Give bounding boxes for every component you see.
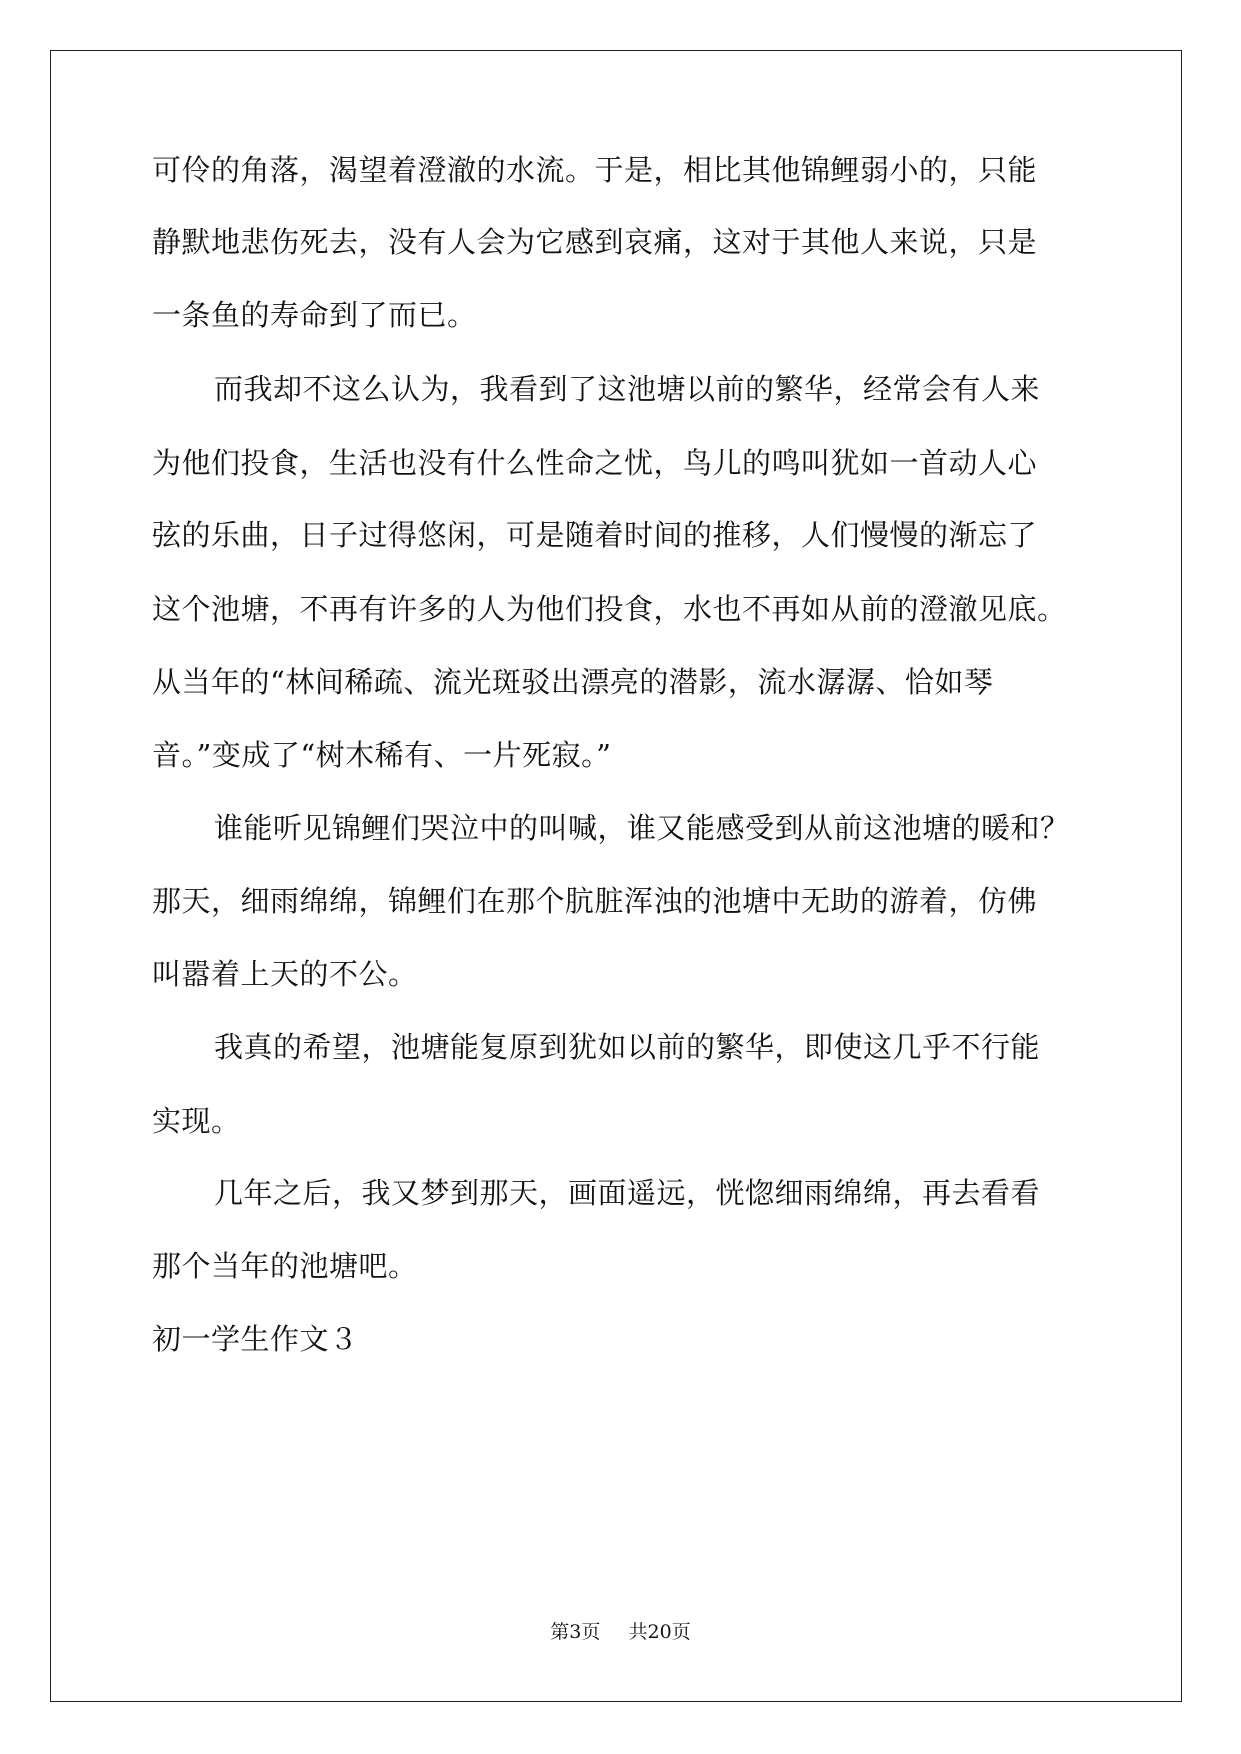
page-number: 第3页 — [550, 1621, 601, 1643]
text-line-16: 那个当年的池塘吧。 — [152, 1249, 418, 1283]
text-line-9: 音。”变成了“树木稀有、一片死寂。” — [152, 738, 612, 772]
text-line-5: 为他们投食，生活也没有什么性命之忧，鸟儿的鸣叫犹如一首动人心 — [152, 446, 1038, 480]
text-line-3: 一条鱼的寿命到了而已。 — [152, 298, 477, 332]
text-line-8: 从当年的“林间稀疏、流光斑驳出漂亮的潜影，流水潺潺、恰如琴 — [152, 665, 994, 699]
text-line-13: 我真的希望，池塘能复原到犹如以前的繁华，即使这几乎不行能 — [214, 1030, 1041, 1064]
text-line-14: 实现。 — [152, 1104, 241, 1138]
page-footer — [0, 1620, 1241, 1644]
text-line-1: 可伶的角落，渴望着澄澈的水流。于是，相比其他锦鲤弱小的，只能 — [152, 153, 1038, 187]
text-line-4: 而我却不这么认为，我看到了这池塘以前的繁华，经常会有人来 — [214, 372, 1041, 406]
text-line-15: 几年之后，我又梦到那天，画面遥远，恍惚细雨绵绵，再去看看 — [214, 1176, 1041, 1210]
text-line-11: 那天，细雨绵绵，锦鲤们在那个肮脏浑浊的池塘中无助的游着，仿佛 — [152, 884, 1038, 918]
text-line-10: 谁能听见锦鲤们哭泣中的叫喊，谁又能感受到从前这池塘的暖和？ — [214, 811, 1070, 845]
page-total: 共20页 — [628, 1621, 691, 1643]
text-line-12: 叫嚣着上天的不公。 — [152, 957, 418, 991]
section-heading: 初一学生作文３ — [152, 1322, 359, 1356]
text-line-7: 这个池塘，不再有许多的人为他们投食，水也不再如从前的澄澈见底。 — [152, 592, 1067, 626]
text-line-6: 弦的乐曲，日子过得悠闲，可是随着时间的推移，人们慢慢的渐忘了 — [152, 518, 1038, 552]
text-line-2: 静默地悲伤死去，没有人会为它感到哀痛，这对于其他人来说，只是 — [152, 225, 1038, 259]
